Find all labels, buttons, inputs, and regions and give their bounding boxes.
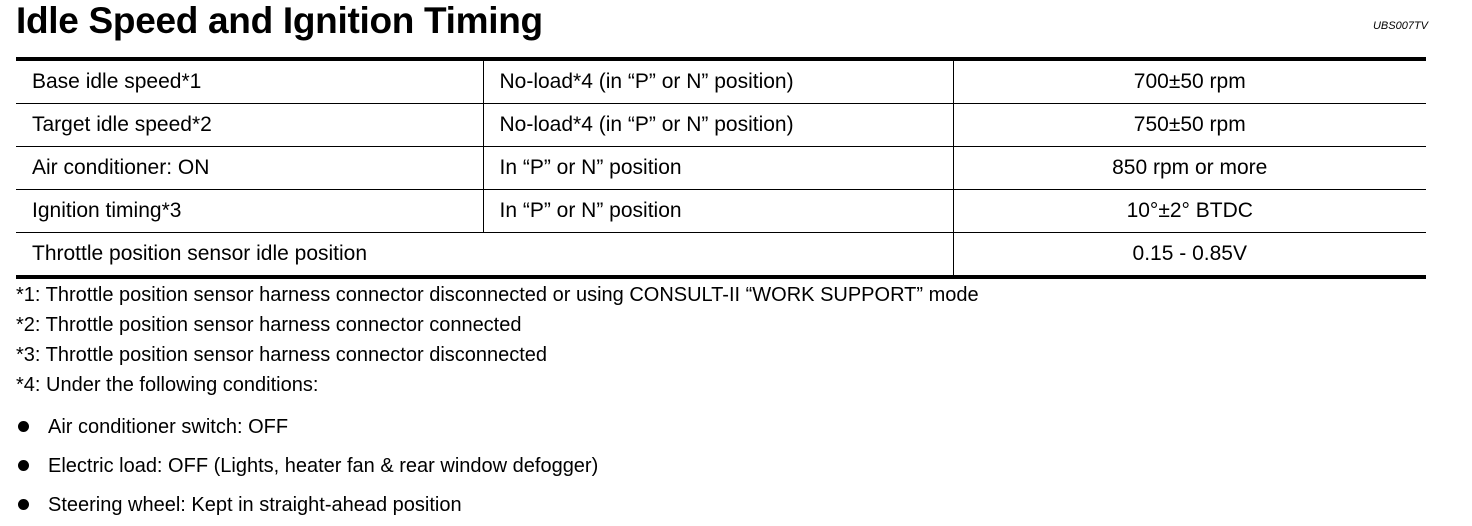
document-code: UBS007TV <box>1372 20 1428 32</box>
row-value: 850 rpm or more <box>953 147 1426 190</box>
row-item: Throttle position sensor idle position <box>16 233 953 278</box>
list-item-text: Air conditioner switch: OFF <box>48 415 289 438</box>
table-row <box>16 233 1426 278</box>
list-item <box>16 446 598 485</box>
footnote: *4: Under the following conditions: <box>16 374 319 396</box>
list-item-text: Electric load: OFF (Lights, heater fan & rear window defogger) <box>48 454 599 477</box>
page-header <box>16 0 1428 46</box>
footnote: *1: Throttle position sensor harness connector disconnected or using CONSULT-II “WORK SUPPORT” mode <box>16 284 979 306</box>
spec-table <box>16 57 1426 279</box>
row-condition: No-load*4 (in “P” or N” position) <box>483 104 953 147</box>
bullet-icon <box>18 499 29 510</box>
bullet-icon <box>18 460 29 471</box>
table-row <box>16 104 1426 147</box>
list-item-text: Steering wheel: Kept in straight-ahead position <box>48 493 462 516</box>
table-row <box>16 59 1426 104</box>
row-condition: No-load*4 (in “P” or N” position) <box>483 59 953 104</box>
row-item: Base idle speed*1 <box>16 59 483 104</box>
row-condition: In “P” or N” position <box>483 147 953 190</box>
row-value: 700±50 rpm <box>953 59 1426 104</box>
page-title: Idle Speed and Ignition Timing <box>16 0 543 41</box>
bullet-icon <box>18 421 29 432</box>
footnotes <box>16 280 979 400</box>
row-value: 10°±2° BTDC <box>953 190 1426 233</box>
condition-list <box>16 407 598 524</box>
table-row <box>16 190 1426 233</box>
row-item: Ignition timing*3 <box>16 190 483 233</box>
row-item: Target idle speed*2 <box>16 104 483 147</box>
footnote: *3: Throttle position sensor harness connector disconnected <box>16 344 548 366</box>
row-item: Air conditioner: ON <box>16 147 483 190</box>
row-condition: In “P” or N” position <box>483 190 953 233</box>
row-value: 750±50 rpm <box>953 104 1426 147</box>
list-item <box>16 485 598 524</box>
footnote: *2: Throttle position sensor harness connector connected <box>16 314 522 336</box>
list-item <box>16 407 598 446</box>
table-row <box>16 147 1426 190</box>
row-value: 0.15 - 0.85V <box>953 233 1426 278</box>
